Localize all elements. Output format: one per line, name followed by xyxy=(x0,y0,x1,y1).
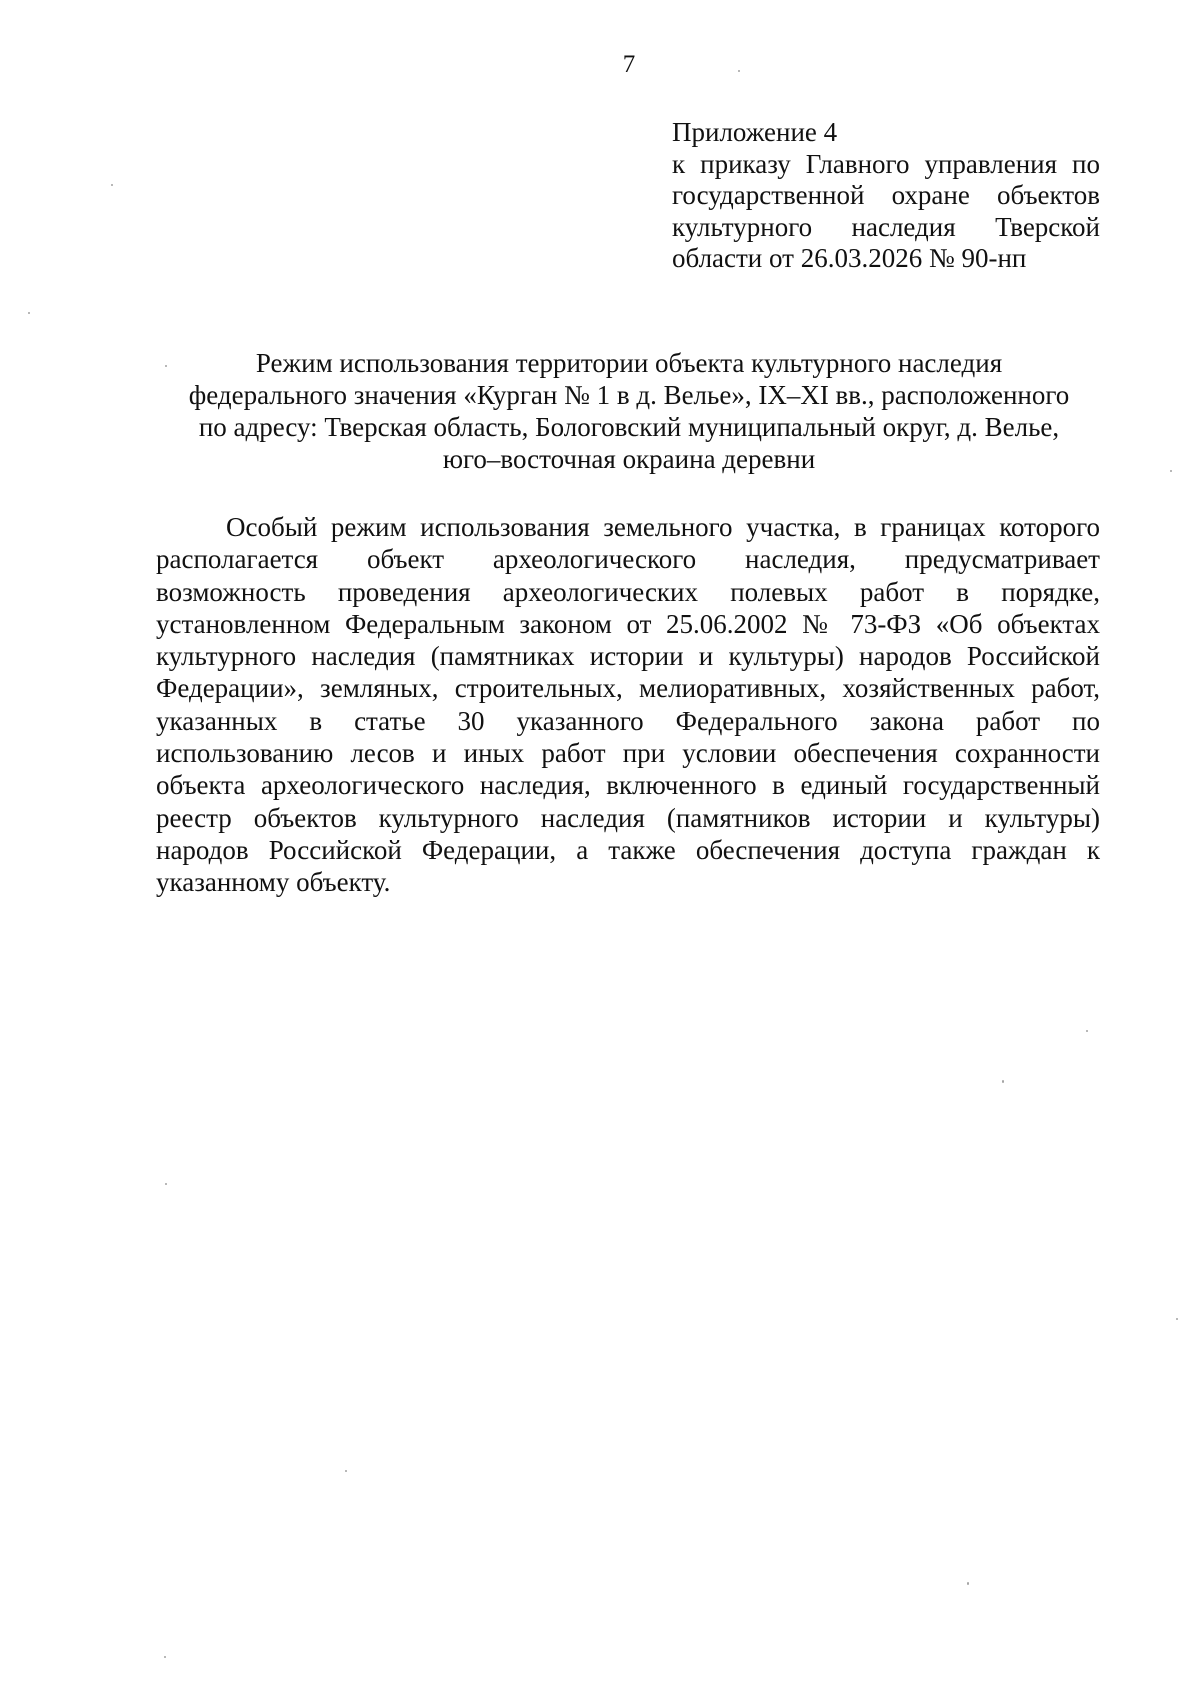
paragraph-line: Особый режим использования земельного участка, в границах которого xyxy=(226,512,1100,542)
paragraph-line: использованию лесов и иных работ при условии обеспечения сохранности xyxy=(156,738,1100,769)
appendix-title: Приложение 4 xyxy=(672,117,838,147)
appendix-block xyxy=(672,117,1100,275)
paragraph-line: культурного наследия (памятниках истории и культуры) народов Российской xyxy=(156,641,1100,672)
document-title-line: федерального значения «Курган № 1 в д. Велье», IX–XI вв., расположенного xyxy=(188,380,1070,410)
document-title-line: по адресу: Тверская область, Бологовский муниципальный округ, д. Велье, xyxy=(198,412,1060,442)
scan-speck xyxy=(165,365,167,367)
scan-speck xyxy=(111,184,113,186)
scan-speck xyxy=(165,1183,167,1185)
paragraph-line: объекта археологического наследия, включенного в единый государственный xyxy=(156,770,1100,801)
scan-speck xyxy=(345,1470,347,1472)
document-title-line: Режим использования территории объекта культурного наследия xyxy=(255,348,1003,378)
scan-speck xyxy=(738,70,740,72)
document-title xyxy=(150,347,1108,475)
paragraph-line: Федерации», земляных, строительных, мелиоративных, хозяйственных работ, xyxy=(156,673,1100,704)
scan-speck xyxy=(1176,1318,1178,1320)
paragraph-line: указанному объекту. xyxy=(156,867,391,898)
scan-speck xyxy=(967,1582,969,1585)
scan-speck xyxy=(1002,1080,1004,1083)
scan-speck xyxy=(1170,470,1172,472)
paragraph-line: установленном Федеральным законом от 25.06.2002 № 73-ФЗ «Об объектах xyxy=(156,608,1100,639)
scan-speck xyxy=(1086,1030,1088,1032)
appendix-reference: к приказу Главного управления по государственной охране объектов культурного наследия Тверской области от 26.03.2026 № 90-нп xyxy=(672,148,1100,273)
paragraph-line: возможность проведения археологических полевых работ в порядке, xyxy=(156,576,1100,607)
body-paragraph xyxy=(156,511,1100,899)
page-number: 7 xyxy=(622,51,636,78)
paragraph-line: народов Российской Федерации, а также обеспечения доступа граждан к xyxy=(156,834,1100,865)
scan-speck xyxy=(164,1656,166,1658)
document-title-line: юго–восточная окраина деревни xyxy=(442,444,816,474)
paragraph-line: располагается объект археологического наследия, предусматривает xyxy=(156,544,1100,575)
paragraph-line: реестр объектов культурного наследия (памятников истории и культуры) xyxy=(156,802,1100,833)
paragraph-line: указанных в статье 30 указанного Федерального закона работ по xyxy=(156,705,1100,736)
scan-speck xyxy=(28,312,30,314)
